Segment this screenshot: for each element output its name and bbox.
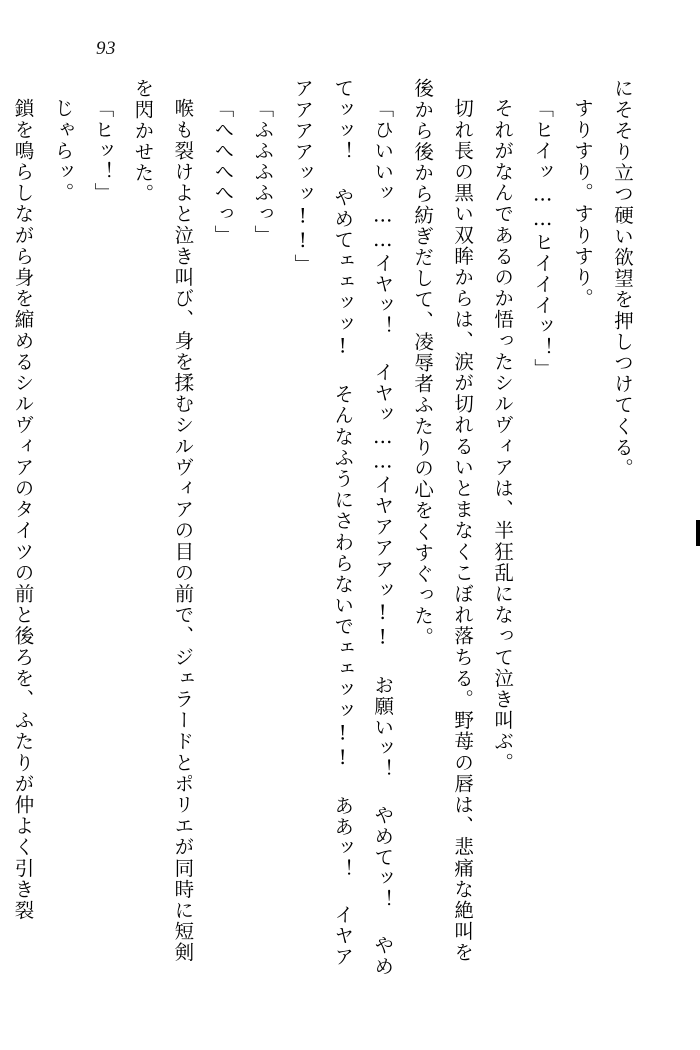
paragraph: 切れ長の黒い双眸からは、涙が切れるいとまなくこぼれ落ちる。野苺の唇は、悲痛な絶叫を後から後から紡ぎだして、凌辱者ふたりの心をくすぐった。 [411,78,475,963]
vertical-body-text [11,78,642,978]
paragraph: 「ふふふふっ」 [251,97,275,246]
paragraph: 「ヒイッ……ヒイイイッ！」 [531,97,555,379]
page-number: 93 [96,38,116,59]
paragraph: すりすり。すりすり。 [571,97,595,309]
paragraph: じゃらッ。 [51,97,75,203]
paragraph: それがなんであるのか悟ったシルヴィアは、半狂乱になって泣き叫ぶ。 [491,97,515,773]
paragraph: 「ひいいッ……イヤッ！ イヤッ……イヤアアアッ!! お願いッ！ やめてッ！ やめてッッ！ やめてェェッッ! そんなふうにさわらないでェェッッ!! ああッ！ イヤアアアアアッッ!!」 [291,78,395,977]
paragraph: 「へへへへっ」 [211,97,235,246]
paragraph: 「ヒッ！」 [91,97,115,203]
paragraph: 鎖を鳴らしながら身を縮めるシルヴィアのタイツの前と後ろを、ふたりが仲よく引き裂 [11,97,35,921]
page-edge-mark [696,520,700,546]
paragraph: にそそり立つ硬い欲望を押しつけてくる。 [611,78,634,479]
paragraph: 喉も裂けよと泣き叫び、身を揉むシルヴィアの目の前で、ジェラードとポリエが同時に短剣を閃かせた。 [131,78,195,963]
